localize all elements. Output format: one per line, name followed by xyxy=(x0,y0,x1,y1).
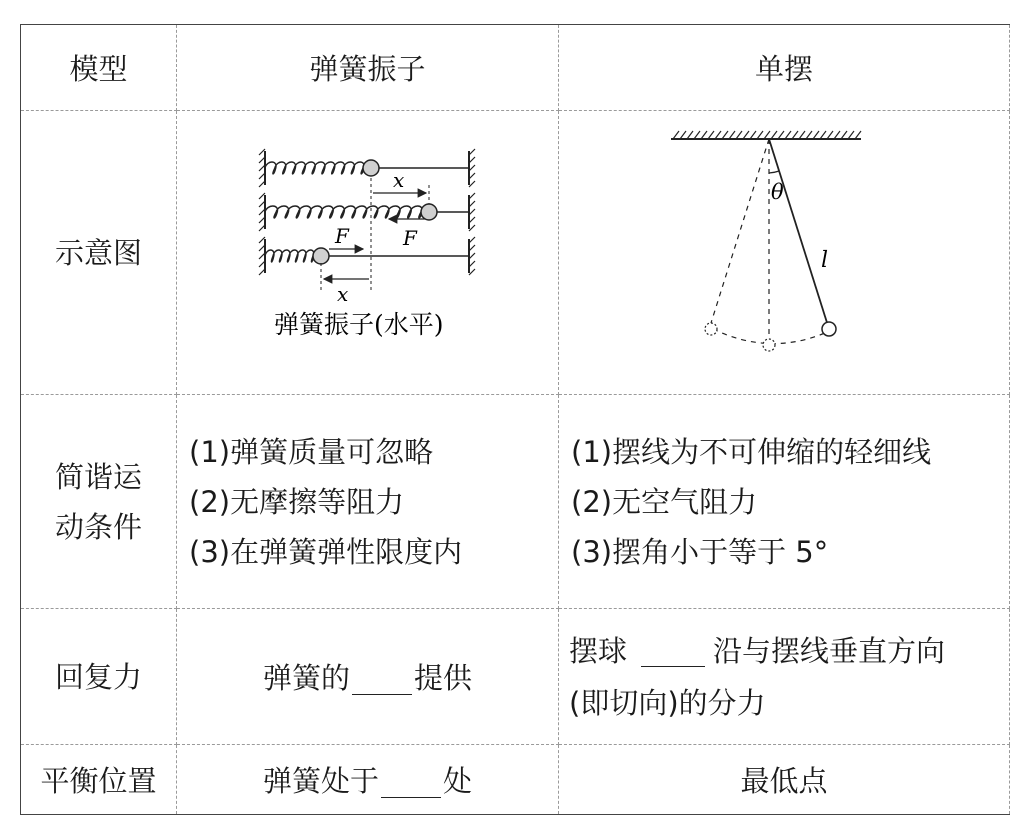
pendulum-equilibrium: 最低点 xyxy=(559,745,1010,815)
fill-blank-spring-force[interactable] xyxy=(352,666,412,695)
left-extreme-line xyxy=(711,139,769,323)
header-simple-pendulum: 单摆 xyxy=(559,25,1010,111)
pendulum-restoring-force xyxy=(559,609,1010,745)
pendulum-conditions xyxy=(559,395,1010,609)
label-theta: θ xyxy=(771,180,784,204)
label-x-top: x xyxy=(393,168,405,192)
spring-condition-2: (2)无摩擦等阻力 xyxy=(189,484,405,519)
spring-compressed-2 xyxy=(265,250,314,262)
spring-stretched xyxy=(265,206,422,218)
label-x-bottom: x xyxy=(337,282,349,306)
pendulum-restoring-line2: (即切向)的分力 xyxy=(569,685,766,720)
spring-compressed xyxy=(265,162,364,174)
pendulum-condition-1: (1)摆线为不可伸缩的轻细线 xyxy=(571,434,932,469)
diagram-row xyxy=(21,111,1010,395)
header-row xyxy=(21,25,1010,111)
spring-equilibrium xyxy=(177,745,559,815)
spring-restoring-force xyxy=(177,609,559,745)
pendulum-condition-3: (3)摆角小于等于 5° xyxy=(571,534,829,569)
spring-equilibrium-text-after: 处 xyxy=(443,764,473,798)
row-label-conditions xyxy=(21,395,177,609)
row-label-equilibrium: 平衡位置 xyxy=(21,745,177,815)
conditions-label-line1: 简谐运 xyxy=(54,459,142,494)
pendulum-diagram-cell xyxy=(559,111,1010,395)
bob-left xyxy=(705,323,717,335)
spring-diagram-caption: 弹簧振子(水平) xyxy=(274,310,444,339)
spring-condition-3: (3)在弹簧弹性限度内 xyxy=(189,534,463,569)
spring-row-2 xyxy=(259,193,475,250)
spring-diagram-cell xyxy=(177,111,559,395)
comparison-table xyxy=(20,24,1010,815)
spring-row-3 xyxy=(259,224,475,275)
spring-equilibrium-text-before: 弹簧处于 xyxy=(262,764,379,798)
row-label-restoring-force: 回复力 xyxy=(21,609,177,745)
label-F-stretched: F xyxy=(403,226,417,250)
conditions-row xyxy=(21,395,1010,609)
pendulum-string xyxy=(769,139,829,329)
header-spring-oscillator: 弹簧振子 xyxy=(177,25,559,111)
mass-ball-1 xyxy=(363,160,379,176)
pendulum-restoring-text-before: 摆球 xyxy=(569,633,628,668)
pendulum-bob xyxy=(822,322,836,336)
fill-blank-pendulum-force[interactable] xyxy=(641,638,705,667)
label-F-compressed: F xyxy=(335,224,349,248)
conditions-label-line2: 动条件 xyxy=(54,509,142,544)
spring-restoring-text-after: 提供 xyxy=(414,661,473,695)
pendulum-restoring-text-after: 沿与摆线垂直方向 xyxy=(713,633,946,668)
spring-conditions xyxy=(177,395,559,609)
pendulum-condition-2: (2)无空气阻力 xyxy=(571,484,758,519)
mass-ball-3 xyxy=(313,248,329,264)
mass-ball-2 xyxy=(421,204,437,220)
equilibrium-row xyxy=(21,745,1010,815)
header-model: 模型 xyxy=(21,25,177,111)
simple-pendulum-diagram xyxy=(559,111,1007,387)
spring-restoring-text-before: 弹簧的 xyxy=(262,661,350,695)
spring-oscillator-diagram xyxy=(177,111,557,387)
bob-lowest xyxy=(763,339,775,351)
row-label-diagram: 示意图 xyxy=(21,111,177,395)
fill-blank-spring-position[interactable] xyxy=(381,769,441,798)
restoring-force-row xyxy=(21,609,1010,745)
spring-condition-1: (1)弹簧质量可忽略 xyxy=(189,434,434,469)
label-length: l xyxy=(821,248,829,273)
spring-row-1 xyxy=(259,149,475,187)
